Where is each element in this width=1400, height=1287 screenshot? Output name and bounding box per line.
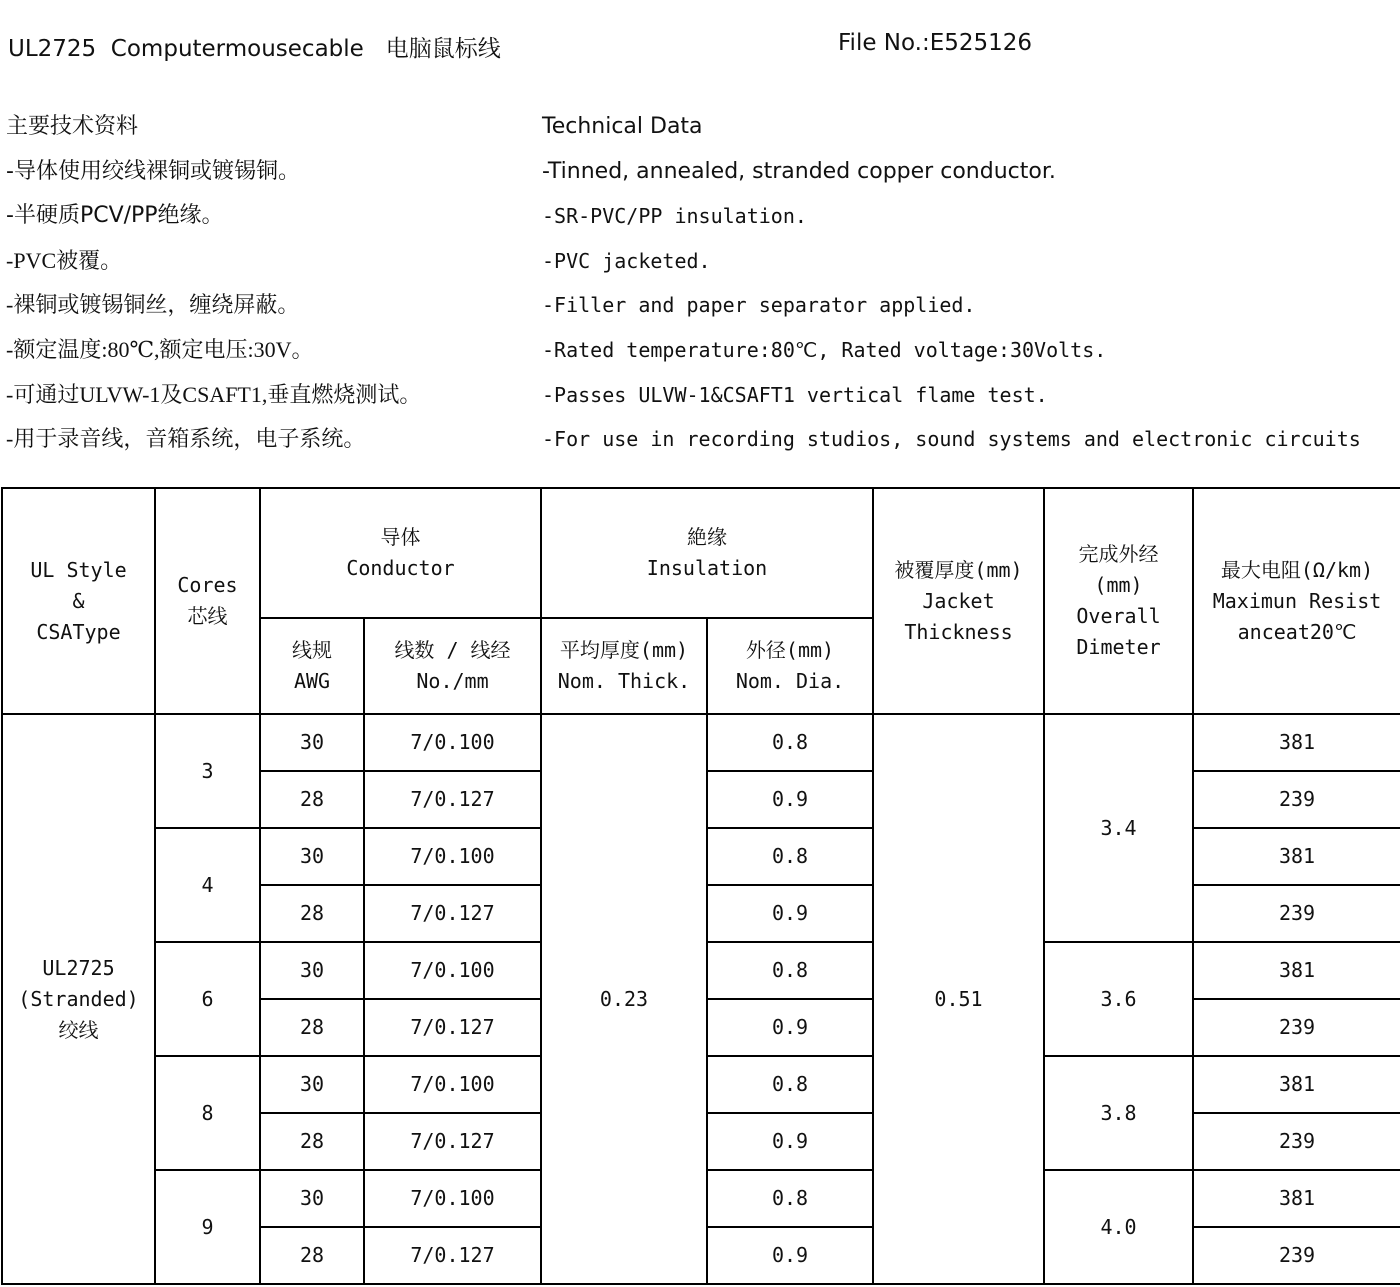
header-ul-style: UL Style & CSAType (2, 488, 155, 714)
spec-cn-item: -额定温度:80℃,额定电压:30V。 (6, 336, 314, 362)
cell-jacket-thickness: 0.51 (873, 714, 1044, 1284)
header-max-resistance: 最大电阻(Ω/km) Maximun Resist anceat20℃ (1193, 488, 1400, 714)
header-overall-diameter: 完成外经 (mm) Overall Dimeter (1044, 488, 1193, 714)
header-awg: 线规 AWG (260, 618, 364, 714)
spec-cn-item: -PVC被覆。 (6, 247, 123, 273)
cell-cores: 6 (155, 942, 260, 1056)
cell-resistance: 381 (1193, 1170, 1400, 1227)
cell-insulation-thickness: 0.23 (541, 714, 707, 1284)
spec-en-item: -Filler and paper separator applied. (542, 293, 976, 318)
cell-cores: 8 (155, 1056, 260, 1170)
spec-en-item: -SR-PVC/PP insulation. (542, 204, 807, 229)
cell-cores: 9 (155, 1170, 260, 1284)
cell-overall-diameter: 4.0 (1044, 1170, 1193, 1284)
specs-cn-heading: 主要技术资料 (6, 114, 139, 139)
cell-overall-diameter: 3.4 (1044, 714, 1193, 942)
cell-awg: 28 (260, 771, 364, 828)
spec-en-item: -For use in recording studios, sound systems and electronic circuits (542, 427, 1361, 452)
cell-awg: 30 (260, 942, 364, 999)
cell-strands: 7/0.100 (364, 1056, 541, 1113)
cell-resistance: 381 (1193, 714, 1400, 771)
header-strands: 线数 / 线经 No./mm (364, 618, 541, 714)
cell-awg: 28 (260, 1113, 364, 1170)
cell-nom-dia: 0.9 (707, 999, 873, 1056)
header-conductor: 导体 Conductor (260, 488, 541, 618)
cell-nom-dia: 0.8 (707, 1056, 873, 1113)
cell-resistance: 381 (1193, 942, 1400, 999)
cell-awg: 30 (260, 714, 364, 771)
specification-table (1, 487, 1400, 1285)
cell-awg: 28 (260, 885, 364, 942)
header-jacket-thickness: 被覆厚度(mm) Jacket Thickness (873, 488, 1044, 714)
spec-cn-item: -导体使用绞线裸铜或镀锡铜。 (6, 158, 300, 184)
cell-nom-dia: 0.8 (707, 942, 873, 999)
cell-strands: 7/0.127 (364, 999, 541, 1056)
spec-en-item: -Tinned, annealed, stranded copper conductor. (542, 158, 1056, 184)
specs-en-heading: Technical Data (542, 114, 703, 139)
cell-resistance: 239 (1193, 999, 1400, 1056)
cell-resistance: 381 (1193, 1056, 1400, 1113)
cell-overall-diameter: 3.6 (1044, 942, 1193, 1056)
cell-awg: 28 (260, 999, 364, 1056)
cell-cores: 4 (155, 828, 260, 942)
cell-strands: 7/0.100 (364, 1170, 541, 1227)
spec-cn-item: -用于录音线，音箱系统，电子系统。 (6, 426, 366, 452)
cell-nom-dia: 0.8 (707, 714, 873, 771)
cell-nom-dia: 0.9 (707, 771, 873, 828)
cell-nom-dia: 0.9 (707, 1227, 873, 1284)
specs-chinese (6, 110, 526, 467)
spec-en-item: -Rated temperature:80℃, Rated voltage:30Volts. (542, 337, 1107, 362)
spec-en-item: -PVC jacketed. (542, 248, 711, 273)
cell-awg: 30 (260, 828, 364, 885)
cell-resistance: 381 (1193, 828, 1400, 885)
cell-nom-dia: 0.8 (707, 828, 873, 885)
header-nom-dia: 外径(mm) Nom. Dia. (707, 618, 873, 714)
cell-strands: 7/0.127 (364, 885, 541, 942)
cell-resistance: 239 (1193, 885, 1400, 942)
cell-ul-style: UL2725 (Stranded) 绞线 (2, 714, 155, 1284)
spec-cn-item: -半硬质PCV/PP绝缘。 (6, 203, 224, 229)
cell-overall-diameter: 3.8 (1044, 1056, 1193, 1170)
header-cores: Cores 芯线 (155, 488, 260, 714)
cell-awg: 28 (260, 1227, 364, 1284)
cell-strands: 7/0.127 (364, 1227, 541, 1284)
specs-english (542, 110, 1400, 467)
cell-nom-dia: 0.8 (707, 1170, 873, 1227)
spec-cn-item: -可通过ULVW-1及CSAFT1,垂直燃烧测试。 (6, 381, 422, 407)
header-nom-thick: 平均厚度(mm) Nom. Thick. (541, 618, 707, 714)
file-number: File No.:E525126 (838, 30, 1033, 56)
cell-resistance: 239 (1193, 1113, 1400, 1170)
cell-awg: 30 (260, 1056, 364, 1113)
cell-resistance: 239 (1193, 1227, 1400, 1284)
cell-cores: 3 (155, 714, 260, 828)
cell-nom-dia: 0.9 (707, 885, 873, 942)
cell-strands: 7/0.100 (364, 828, 541, 885)
cell-strands: 7/0.100 (364, 942, 541, 999)
spec-cn-item: -裸铜或镀锡铜丝，缠绕屏蔽。 (6, 292, 300, 318)
cell-strands: 7/0.127 (364, 771, 541, 828)
cell-nom-dia: 0.9 (707, 1113, 873, 1170)
cell-strands: 7/0.127 (364, 1113, 541, 1170)
cell-resistance: 239 (1193, 771, 1400, 828)
document-title: UL2725 Computermousecable 电脑鼠标线 (8, 36, 501, 62)
spec-en-item: -Passes ULVW-1&CSAFT1 vertical flame test. (542, 382, 1048, 407)
header-insulation: 絶缘 Insulation (541, 488, 873, 618)
cell-strands: 7/0.100 (364, 714, 541, 771)
cell-awg: 30 (260, 1170, 364, 1227)
